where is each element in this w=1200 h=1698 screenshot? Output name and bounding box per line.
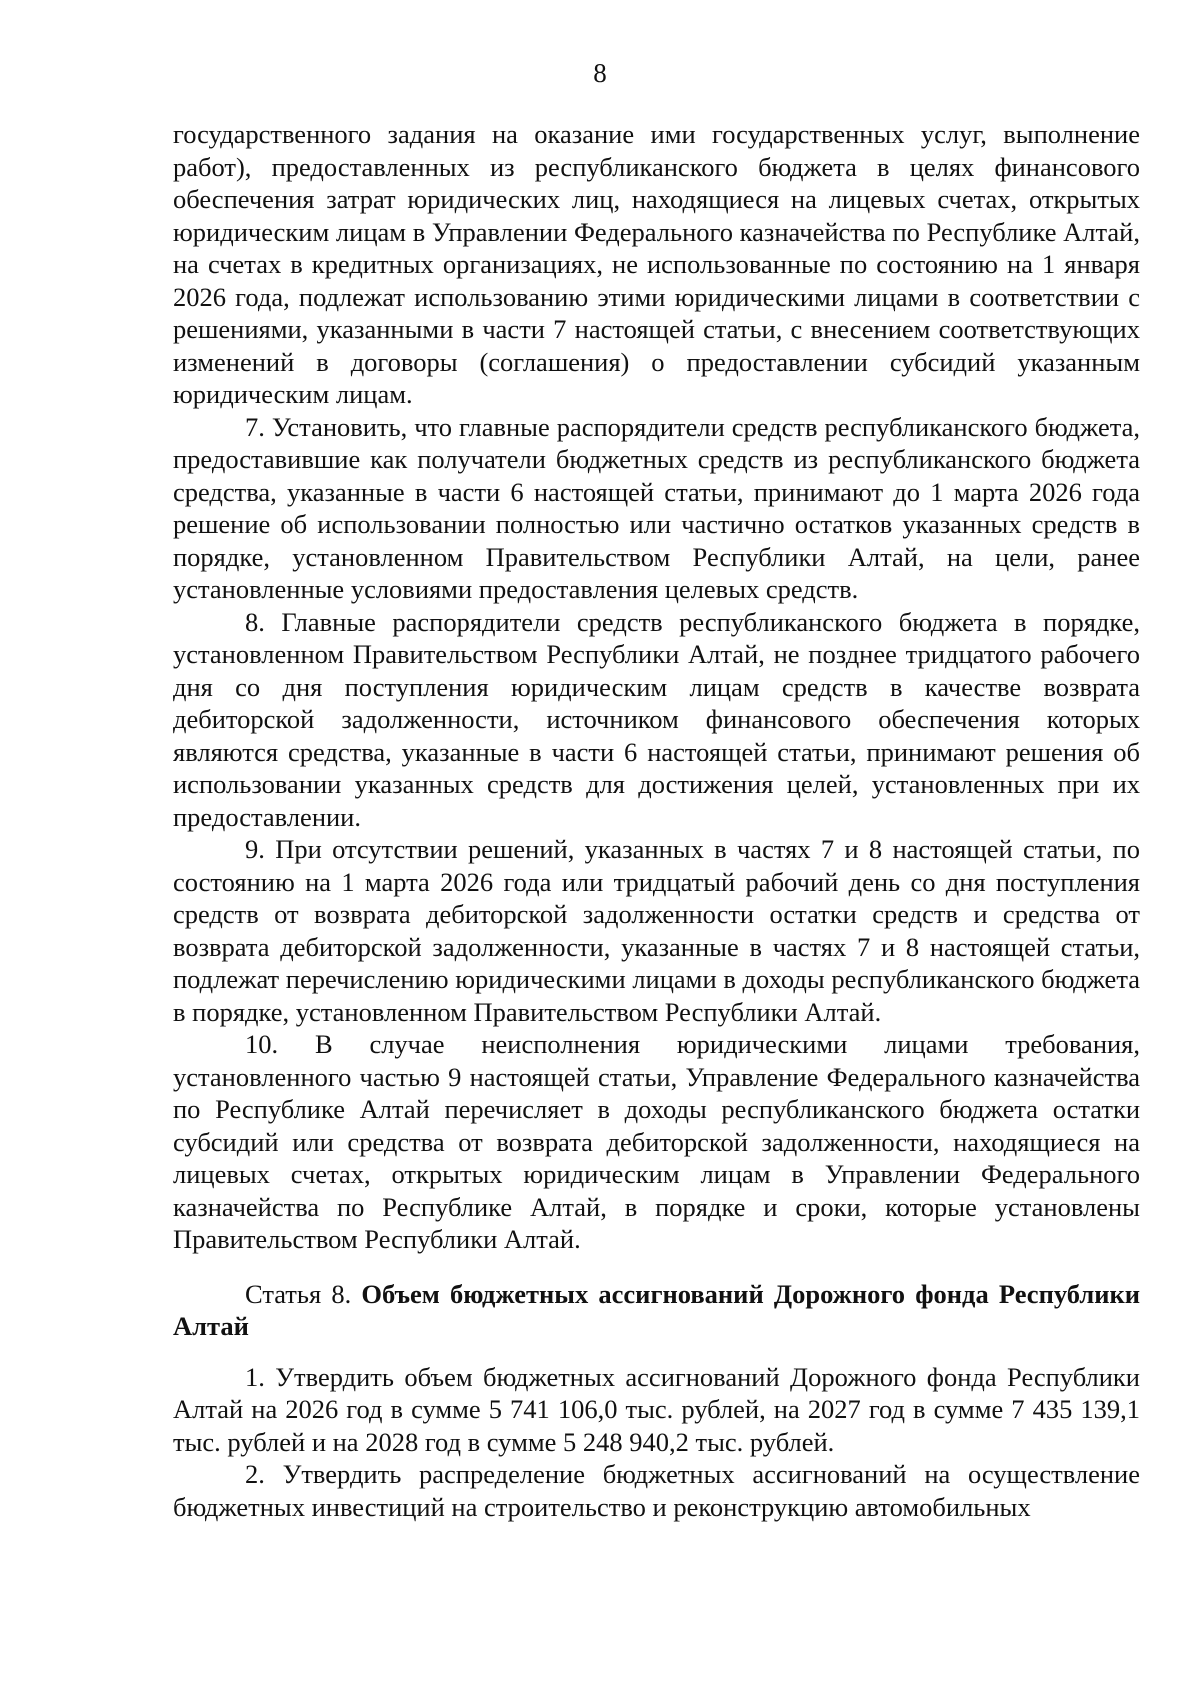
page-number: 8: [593, 58, 607, 88]
article-heading: [173, 1278, 1140, 1343]
article-title: Объем бюджетных ассигнований Дорожного фонда Республики Алтай: [173, 1278, 1140, 1341]
document-body: [173, 118, 1140, 1523]
paragraph-9: 9. При отсутствии решений, указанных в частях 7 и 8 настоящей статьи, по состоянию на 1 марта 2026 года или тридцатый рабочий день со дня поступления средств от возврата дебиторской задолженности остатки средств и средства от возврата дебиторской задолженности, указанные в частях 7 и 8 настоящей статьи, подлежат перечислению юридическими лицами в доходы республиканского бюджета в порядке, установленном Правительством Республики Алтай.: [173, 834, 1140, 1027]
paragraph-continuation: государственного задания на оказание ими государственных услуг, выполнение работ), предоставленных из республиканского бюджета в целях финансового обеспечения затрат юридических лиц, находящиеся на лицевых счетах, открытых юридическим лицам в Управлении Федерального казначейства по Республике Алтай, на счетах в кредитных организациях, не использованные по состоянию на 1 января 2026 года, подлежат использованию этими юридическими лицами в соответствии с решениями, указанными в части 7 настоящей статьи, с внесением соответствующих изменений в договоры (соглашения) о предоставлении субсидий указанным юридическим лицам.: [173, 119, 1140, 409]
paragraph-10: 10. В случае неисполнения юридическими лицами требования, установленного частью 9 настоящей статьи, Управление Федерального казначейства по Республике Алтай перечисляет в доходы республиканского бюджета остатки субсидий или средства от возврата дебиторской задолженности, находящиеся на лицевых счетах, открытых юридическим лицам в Управлении Федерального казначейства по Республике Алтай, в порядке и сроки, которые установлены Правительством Республики Алтай.: [173, 1029, 1140, 1254]
article-paragraph-2: 2. Утвердить распределение бюджетных ассигнований на осуществление бюджетных инвестиций на строительство и реконструкцию автомобильных: [173, 1459, 1140, 1522]
paragraph-7: 7. Установить, что главные распорядители средств республиканского бюджета, предоставившие как получатели бюджетных средств из республиканского бюджета средства, указанные в части 6 настоящей статьи, принимают до 1 марта 2026 года решение об использовании полностью или частично остатков указанных средств в порядке, установленном Правительством Республики Алтай, на цели, ранее установленные условиями предоставления целевых средств.: [173, 411, 1140, 604]
paragraph-8: 8. Главные распорядители средств республиканского бюджета в порядке, установленном Правительством Республики Алтай, не позднее тридцатого рабочего дня со дня поступления юридическим лицам средств в качестве возврата дебиторской задолженности, источником финансового обеспечения которых являются средства, указанные в части 6 настоящей статьи, принимают решения об использовании указанных средств для достижения целей, установленных при их предоставлении.: [173, 606, 1140, 832]
article-paragraph-1: 1. Утвердить объем бюджетных ассигнований Дорожного фонда Республики Алтай на 2026 год в сумме 5 741 106,0 тыс. рублей, на 2027 год в сумме 7 435 139,1 тыс. рублей и на 2028 год в сумме 5 248 940,2 тыс. рублей.: [173, 1361, 1140, 1457]
article-number: Статья 8.: [245, 1278, 362, 1309]
